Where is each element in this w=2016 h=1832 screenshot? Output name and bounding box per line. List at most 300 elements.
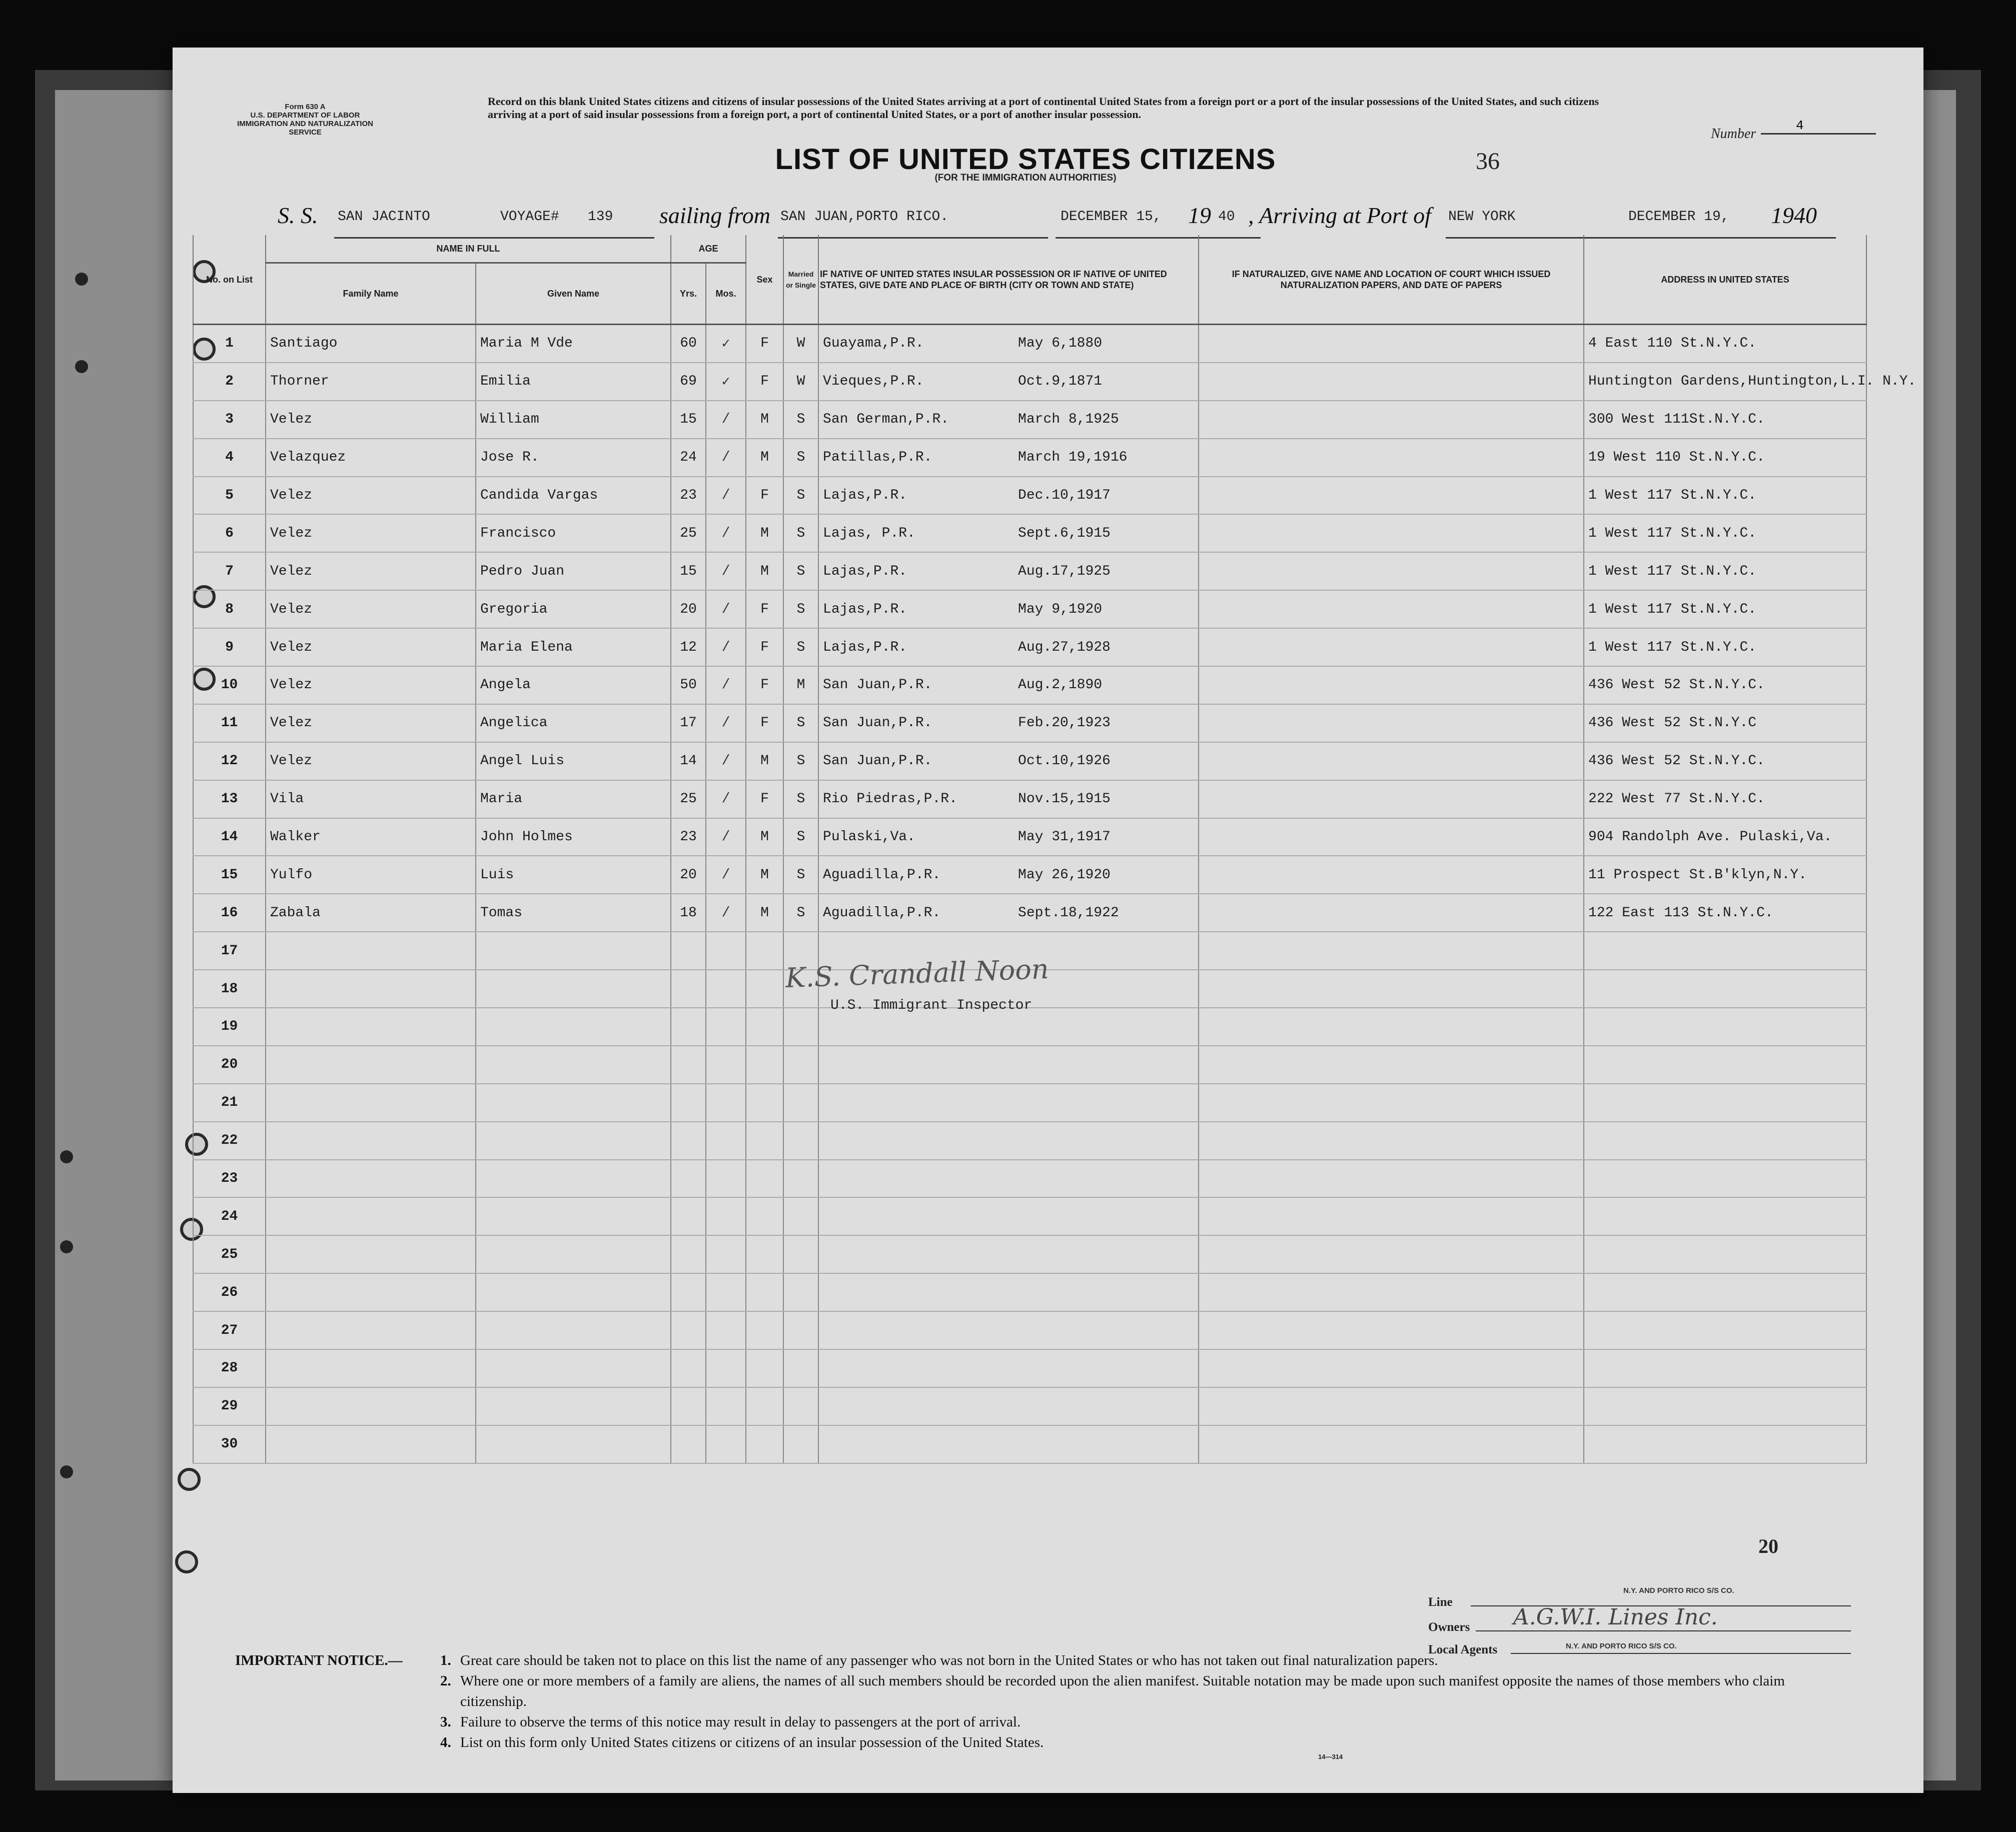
birth-place: Patillas,P.R. [823,450,932,466]
notice-text: List on this form only United States citizens or citizens of an insular possession of the United States. [460,1734,1044,1750]
ship-name: SAN JACINTO [338,209,430,225]
department: U.S. DEPARTMENT OF LABOR [250,111,360,120]
row-number: 27 [193,1311,266,1349]
marital-status [783,1008,818,1046]
family-name: Velez [266,590,476,628]
naturalization-info [1199,894,1584,932]
naturalization-info [1199,1235,1584,1273]
col-name-in-full: NAME IN FULL [266,235,671,263]
notice-text: Failure to observe the terms of this notice may result in delay to passengers at the port of arrival. [460,1714,1021,1730]
age-years: 50 [671,666,706,704]
address [1584,1349,1866,1387]
row-number: 13 [193,780,266,818]
table-row [193,1387,1866,1425]
birth-info [818,1349,1199,1387]
binder-hole [75,273,88,286]
sex: F [746,325,783,363]
birth-info [818,514,1199,552]
binder-hole [75,360,88,373]
family-name [266,932,476,970]
table-row [193,1349,1866,1387]
line-value: N.Y. AND PORTO RICO S/S CO. [1623,1586,1734,1595]
age-months [706,1273,746,1311]
sex: M [746,818,783,856]
row-number: 24 [193,1197,266,1235]
number-label: Number [1711,126,1756,142]
family-name [266,1197,476,1235]
birth-info [818,439,1199,477]
col-address: ADDRESS IN UNITED STATES [1584,235,1866,325]
age-years [671,932,706,970]
family-name: Velez [266,666,476,704]
row-number: 7 [193,552,266,590]
birth-place: Lajas,P.R. [823,601,907,617]
sex [746,1235,783,1273]
sex [746,1273,783,1311]
age-years [671,1046,706,1084]
naturalization-info [1199,742,1584,780]
binder-hole [60,1150,73,1163]
row-number: 2 [193,363,266,401]
page-subtitle: (FOR THE IMMIGRATION AUTHORITIES) [934,173,1117,183]
owners-label: Owners [1428,1620,1470,1634]
birth-date: Sept.6,1915 [1018,525,1111,541]
citizens-table [193,235,1916,1464]
table-row [193,1046,1866,1084]
birth-date: Feb.20,1923 [1018,715,1111,731]
birth-info [818,325,1199,363]
sex [746,1046,783,1084]
age-years [671,1273,706,1311]
given-name [476,932,671,970]
table-row [193,590,1866,628]
marital-status [783,1349,818,1387]
given-name: Luis [476,856,671,894]
age-months: / [706,856,746,894]
age-months: / [706,439,746,477]
age-years [671,1122,706,1160]
col-age: AGE [671,235,746,263]
row-number: 30 [193,1425,266,1463]
naturalization-info [1199,325,1584,363]
year-suffix: 40 [1218,209,1235,225]
age-years [671,1387,706,1425]
address: 19 West 110 St.N.Y.C. [1584,439,1866,477]
birth-place: Lajas,P.R. [823,639,907,655]
birth-info [818,1311,1199,1349]
naturalization-info [1199,932,1584,970]
row-number: 14 [193,818,266,856]
sex [746,932,783,970]
age-months: / [706,477,746,515]
ss-label: S. S. [278,203,318,228]
age-years [671,1349,706,1387]
table-row [193,704,1866,742]
age-years [671,1008,706,1046]
age-years: 20 [671,590,706,628]
col-family-name: Family Name [266,263,476,325]
page-mark: 36 [1476,148,1500,175]
sailing-label: sailing from [659,203,770,228]
birth-info [818,363,1199,401]
address [1584,970,1866,1008]
sex: M [746,856,783,894]
birth-info [818,477,1199,515]
address: 122 East 113 St.N.Y.C. [1584,894,1866,932]
row-number: 4 [193,439,266,477]
row-number: 25 [193,1235,266,1273]
sex: F [746,704,783,742]
address [1584,1425,1866,1463]
age-months [706,1084,746,1122]
naturalization-info [1199,666,1584,704]
birth-info [818,704,1199,742]
given-name: Angelica [476,704,671,742]
age-years: 17 [671,704,706,742]
form-number: Form 630 A [285,103,326,111]
age-months [706,1197,746,1235]
birth-date: Nov.15,1915 [1018,791,1111,807]
birth-info [818,552,1199,590]
table-row [193,1235,1866,1273]
notice-item: IMPORTANT NOTICE.— 1. Great care should be taken not to place on this list the name of any passenger who was not born in the United States or who has not taken out final naturalization papers. [235,1650,1851,1671]
age-years [671,1311,706,1349]
row-number: 20 [193,1046,266,1084]
age-months [706,1387,746,1425]
birth-date: Aug.2,1890 [1018,677,1103,693]
birth-date: Aug.17,1925 [1018,563,1111,579]
marital-status: M [783,666,818,704]
sex: M [746,514,783,552]
birth-info [818,742,1199,780]
naturalization-info [1199,1084,1584,1122]
naturalization-info [1199,439,1584,477]
marital-status [783,1235,818,1273]
table-row [193,1273,1866,1311]
owners-value: A.G.W.I. Lines Inc. [1513,1604,1718,1630]
row-number: 26 [193,1273,266,1311]
family-name [266,1008,476,1046]
birth-info [818,628,1199,666]
marital-status [783,1197,818,1235]
address: 1 West 117 St.N.Y.C. [1584,590,1866,628]
given-name: Angel Luis [476,742,671,780]
col-mos: Mos. [706,263,746,325]
naturalization-info [1199,1160,1584,1198]
sex: M [746,439,783,477]
birth-place: San Juan,P.R. [823,715,932,731]
birth-place: Lajas,P.R. [823,488,907,503]
age-years: 23 [671,818,706,856]
given-name [476,1273,671,1311]
address [1584,1008,1866,1046]
age-years: 25 [671,780,706,818]
row-number: 28 [193,1349,266,1387]
sex: F [746,590,783,628]
sex: M [746,401,783,439]
birth-place: Rio Piedras,P.R. [823,791,957,807]
naturalization-info [1199,514,1584,552]
col-naturalized: IF NATURALIZED, GIVE NAME AND LOCATION OF COURT WHICH ISSUED NATURALIZATION PAPERS, AND DATE OF PAPERS [1199,235,1584,325]
sex: M [746,742,783,780]
age-years: 23 [671,477,706,515]
address: 1 West 117 St.N.Y.C. [1584,477,1866,515]
notice-item: 4. List on this form only United States citizens or citizens of an insular possession of the United States. [235,1732,1851,1753]
voyage-number: 139 [588,209,613,225]
birth-info [818,818,1199,856]
family-name: Velez [266,514,476,552]
age-months [706,1122,746,1160]
age-years: 69 [671,363,706,401]
row-number: 5 [193,477,266,515]
sex [746,970,783,1008]
address [1584,1046,1866,1084]
birth-info [818,401,1199,439]
age-months: / [706,401,746,439]
given-name: Angela [476,666,671,704]
birth-info [818,1197,1199,1235]
birth-info [818,856,1199,894]
naturalization-info [1199,856,1584,894]
birth-date: May 26,1920 [1018,867,1111,883]
given-name [476,1235,671,1273]
given-name [476,970,671,1008]
row-number: 3 [193,401,266,439]
given-name: John Holmes [476,818,671,856]
col-yrs: Yrs. [671,263,706,325]
birth-date: Aug.27,1928 [1018,639,1111,655]
birth-info [818,1387,1199,1425]
sex [746,1122,783,1160]
family-name: Yulfo [266,856,476,894]
inspector-signature: K.S. Crandall Noon [785,953,1050,994]
age-months [706,1046,746,1084]
table-row [193,1122,1866,1160]
voyage-label: VOYAGE# [500,209,559,225]
naturalization-info [1199,1008,1584,1046]
table-row [193,439,1866,477]
address [1584,1311,1866,1349]
naturalization-info [1199,1349,1584,1387]
table-row [193,742,1866,780]
row-number: 29 [193,1387,266,1425]
marital-status: S [783,552,818,590]
sex [746,1197,783,1235]
marital-status: S [783,401,818,439]
given-name [476,1425,671,1463]
family-name: Zabala [266,894,476,932]
address [1584,1273,1866,1311]
arrival-date: DECEMBER 19, [1628,209,1729,225]
col-given-name: Given Name [476,263,671,325]
family-name [266,1084,476,1122]
table-row [193,818,1866,856]
marital-status: S [783,742,818,780]
age-months: ✓ [706,363,746,401]
family-name: Santiago [266,325,476,363]
address [1584,932,1866,970]
sailing-date: DECEMBER 15, [1061,209,1162,225]
naturalization-info [1199,477,1584,515]
service: IMMIGRATION AND NATURALIZATION SERVICE [237,120,373,137]
family-name: Thorner [266,363,476,401]
page-title: LIST OF UNITED STATES CITIZENS [775,143,1276,176]
row-number: 8 [193,590,266,628]
given-name: Jose R. [476,439,671,477]
given-name [476,1349,671,1387]
table-row [193,1425,1866,1463]
naturalization-info [1199,780,1584,818]
line-label: Line [1428,1595,1453,1609]
naturalization-info [1199,1425,1584,1463]
sailing-from: SAN JUAN,PORTO RICO. [780,209,949,225]
table-row [193,894,1866,932]
age-years [671,1425,706,1463]
age-months [706,970,746,1008]
marital-status: S [783,894,818,932]
sex: M [746,552,783,590]
given-name: Maria M Vde [476,325,671,363]
address [1584,1122,1866,1160]
number-value: 4 [1761,118,1876,135]
row-number: 18 [193,970,266,1008]
row-number: 1 [193,325,266,363]
marital-status: W [783,325,818,363]
age-years [671,1160,706,1198]
family-name: Velez [266,742,476,780]
row-number: 17 [193,932,266,970]
table-row [193,1008,1866,1046]
inspector-label: U.S. Immigrant Inspector [830,998,1033,1013]
given-name: Maria Elena [476,628,671,666]
given-name: Emilia [476,363,671,401]
agents-value: N.Y. AND PORTO RICO S/S CO. [1566,1642,1677,1650]
page-count: 20 [1758,1535,1778,1557]
sex: F [746,666,783,704]
row-number: 23 [193,1160,266,1198]
local-agents-label: Local Agents [1428,1643,1498,1656]
birth-place: Vieques,P.R. [823,374,924,390]
marital-status [783,1273,818,1311]
birth-place: Pulaski,Va. [823,829,915,845]
given-name [476,1387,671,1425]
col-no: No. on List [193,235,266,325]
sex [746,1160,783,1198]
row-number: 21 [193,1084,266,1122]
age-years [671,970,706,1008]
age-months [706,1425,746,1463]
naturalization-info [1199,401,1584,439]
family-name [266,1311,476,1349]
age-months: / [706,552,746,590]
birth-place: Lajas,P.R. [823,563,907,579]
age-months: / [706,818,746,856]
given-name: Tomas [476,894,671,932]
address: 436 West 52 St.N.Y.C. [1584,742,1866,780]
age-months [706,932,746,970]
birth-date: March 8,1925 [1018,412,1119,428]
important-notice [235,1650,1851,1753]
age-years: 14 [671,742,706,780]
table-row [193,666,1866,704]
given-name [476,1197,671,1235]
birth-info [818,1425,1199,1463]
age-months: ✓ [706,325,746,363]
address: 1 West 117 St.N.Y.C. [1584,628,1866,666]
birth-date: Dec.10,1917 [1018,488,1111,503]
address: 300 West 111St.N.Y.C. [1584,401,1866,439]
marital-status [783,1160,818,1198]
birth-date: May 9,1920 [1018,601,1103,617]
family-name [266,1160,476,1198]
given-name: William [476,401,671,439]
age-years: 15 [671,552,706,590]
table-row [193,325,1866,363]
address [1584,1197,1866,1235]
age-months [706,1008,746,1046]
sex: F [746,477,783,515]
birth-date: Sept.18,1922 [1018,905,1119,921]
sex [746,1425,783,1463]
birth-date: March 19,1916 [1018,450,1128,466]
arriving-label: , Arriving at Port of [1248,203,1431,228]
table-row [193,363,1866,401]
age-years: 60 [671,325,706,363]
address: 1 West 117 St.N.Y.C. [1584,552,1866,590]
sex [746,1084,783,1122]
marital-status: S [783,590,818,628]
sex: F [746,628,783,666]
row-number: 9 [193,628,266,666]
sex [746,1311,783,1349]
naturalization-info [1199,970,1584,1008]
given-name [476,1084,671,1122]
birth-info [818,1235,1199,1273]
family-name [266,1273,476,1311]
family-name: Velez [266,401,476,439]
age-years: 15 [671,401,706,439]
address: 4 East 110 St.N.Y.C. [1584,325,1866,363]
table-row [193,780,1866,818]
birth-date: May 6,1880 [1018,336,1103,352]
form-info [228,103,383,137]
naturalization-info [1199,552,1584,590]
marital-status: S [783,780,818,818]
marital-status: W [783,363,818,401]
address [1584,1387,1866,1425]
given-name: Francisco [476,514,671,552]
given-name: Maria [476,780,671,818]
given-name: Gregoria [476,590,671,628]
birth-place: Guayama,P.R. [823,336,924,352]
address: 436 West 52 St.N.Y.C. [1584,666,1866,704]
birth-info [818,1273,1199,1311]
birth-place: Aguadilla,P.R. [823,905,941,921]
address: 904 Randolph Ave. Pulaski,Va. [1584,818,1866,856]
row-number: 22 [193,1122,266,1160]
age-months [706,1160,746,1198]
family-name [266,1387,476,1425]
family-name [266,1425,476,1463]
age-years: 24 [671,439,706,477]
notice-item: 3. Failure to observe the terms of this notice may result in delay to passengers at the port of arrival. [235,1712,1851,1732]
row-number: 16 [193,894,266,932]
naturalization-info [1199,1311,1584,1349]
age-years [671,1084,706,1122]
marital-status: S [783,439,818,477]
age-years: 12 [671,628,706,666]
table-row [193,628,1866,666]
